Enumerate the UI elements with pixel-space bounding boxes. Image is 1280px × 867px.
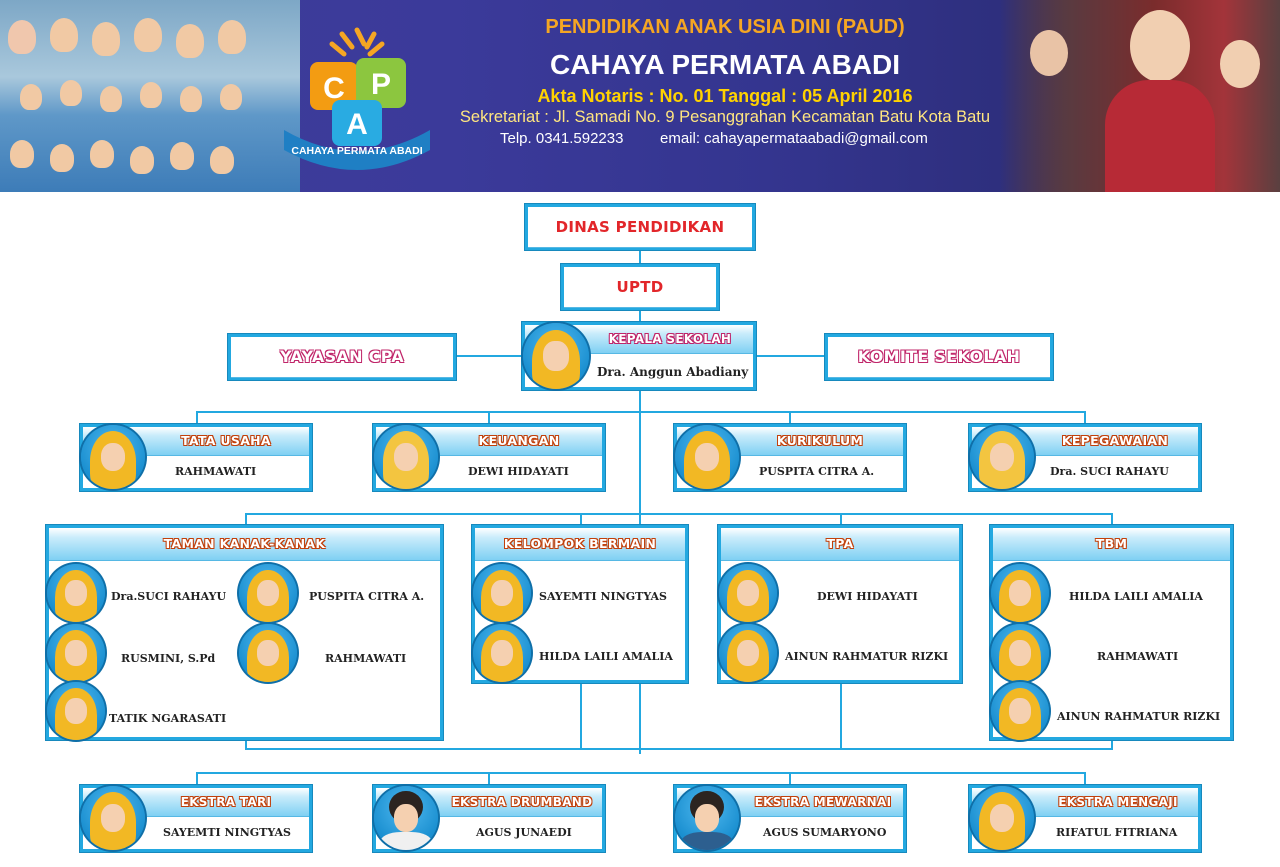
- kb-avatar: [473, 624, 531, 682]
- unit-title-tpa: TPA: [826, 536, 854, 551]
- tbm-avatar: [991, 624, 1049, 682]
- kepala-avatar: [523, 323, 589, 389]
- yayasan-box: [227, 333, 457, 381]
- ekstra-box-drumband: [372, 784, 606, 853]
- children-photo-right: [1000, 0, 1280, 192]
- tbm-member: RAHMAWATI: [1097, 650, 1179, 663]
- tpa-member: DEWI HIDAYATI: [817, 590, 918, 603]
- komite-label: KOMITE SEKOLAH: [857, 347, 1021, 366]
- staff-title: KEPEGAWAIAN: [1061, 433, 1169, 448]
- logo-letter-c: C: [323, 72, 345, 105]
- logo-ribbon-text: CAHAYA PERMATA ABADI: [291, 145, 423, 157]
- tk-member: PUSPITA CITRA A.: [309, 590, 425, 603]
- tbm-avatar: [991, 564, 1049, 622]
- staff-name: DEWI HIDAYATI: [468, 465, 569, 478]
- ekstra-avatar: [675, 786, 739, 850]
- tk-avatar: [47, 682, 105, 740]
- kepala-name: Dra. Anggun Abadiany: [597, 365, 749, 379]
- staff-name: Dra. SUCI RAHAYU: [1050, 465, 1169, 478]
- logo-letter-p: P: [370, 68, 392, 101]
- kb-member: SAYEMTI NINGTYAS: [539, 590, 667, 603]
- dinas-box: [524, 203, 756, 251]
- tbm-member: HILDA LAILI AMALIA: [1069, 590, 1203, 603]
- tk-member: TATIK NGARASATI: [109, 712, 227, 725]
- staff-avatar: [675, 425, 739, 489]
- tk-avatar: [239, 564, 297, 622]
- staff-avatar: [81, 425, 145, 489]
- header-akta: Akta Notaris : No. 01 Tanggal : 05 April 2016: [537, 86, 913, 106]
- ekstra-title: EKSTRA MENGAJI: [1058, 795, 1178, 809]
- tk-member: RAHMAWATI: [325, 652, 407, 665]
- unit-box-tk: [45, 524, 444, 741]
- staff-avatar: [970, 425, 1034, 489]
- kepala-sekolah-box: [521, 321, 757, 391]
- dinas-label: DINAS PENDIDIKAN: [555, 218, 725, 236]
- tk-member: Dra.SUCI RAHAYU: [111, 590, 227, 603]
- komite-box: [824, 333, 1054, 381]
- unit-box-kelompok-bermain: [471, 524, 689, 684]
- unit-title-tbm: TBM: [1095, 536, 1128, 551]
- tpa-member: AINUN RAHMATUR RIZKI: [785, 650, 949, 663]
- unit-title-kb: KELOMPOK BERMAIN: [503, 536, 657, 551]
- tbm-member: AINUN RAHMATUR RIZKI: [1057, 710, 1221, 723]
- staff-box-tata-usaha: [79, 423, 313, 492]
- tk-avatar: [47, 564, 105, 622]
- tbm-avatar: [991, 682, 1049, 740]
- uptd-label: UPTD: [616, 278, 664, 296]
- ekstra-title: EKSTRA MEWARNAI: [754, 795, 892, 809]
- ekstra-box-mewarnai: [673, 784, 907, 853]
- group-photo-left: [0, 0, 300, 192]
- header-school-name: CAHAYA PERMATA ABADI: [549, 49, 901, 80]
- staff-name: PUSPITA CITRA A.: [759, 465, 875, 478]
- staff-title: KURIKULUM: [776, 433, 864, 448]
- staff-avatar: [374, 425, 438, 489]
- ekstra-avatar: [81, 786, 145, 850]
- header-line1: PENDIDIKAN ANAK USIA DINI (PAUD): [545, 16, 905, 38]
- ekstra-name: SAYEMTI NINGTYAS: [163, 826, 291, 839]
- tpa-avatar: [719, 564, 777, 622]
- header-banner: [0, 0, 1280, 192]
- header-phone: Telp. 0341.592233: [500, 130, 624, 147]
- staff-name: RAHMAWATI: [175, 465, 257, 478]
- ekstra-avatar: [970, 786, 1034, 850]
- kb-member: HILDA LAILI AMALIA: [539, 650, 673, 663]
- tpa-avatar: [719, 624, 777, 682]
- staff-title: TATA USAHA: [181, 433, 271, 448]
- unit-box-tpa: [717, 524, 963, 684]
- staff-box-keuangan: [372, 423, 606, 492]
- ekstra-title: EKSTRA TARI: [180, 795, 272, 809]
- unit-title-tk: TAMAN KANAK-KANAK: [163, 536, 326, 551]
- ekstra-name: AGUS JUNAEDI: [476, 826, 572, 839]
- header-email: email: cahayapermataabadi@gmail.com: [660, 130, 928, 147]
- ekstra-title: EKSTRA DRUMBAND: [451, 795, 593, 809]
- tk-member: RUSMINI, S.Pd: [121, 652, 216, 665]
- logo-letter-a: A: [346, 108, 368, 141]
- ekstra-box-tari: [79, 784, 313, 853]
- staff-box-kurikulum: [673, 423, 907, 492]
- kepala-title: KEPALA SEKOLAH: [608, 332, 732, 346]
- ekstra-box-mengaji: [968, 784, 1202, 853]
- cpa-logo: [282, 22, 432, 172]
- unit-box-tbm: [989, 524, 1234, 741]
- ekstra-name: AGUS SUMARYONO: [763, 826, 887, 839]
- staff-title: KEUANGAN: [478, 433, 560, 448]
- tk-avatar: [47, 624, 105, 682]
- ekstra-name: RIFATUL FITRIANA: [1056, 826, 1178, 839]
- staff-box-kepegawaian: [968, 423, 1202, 492]
- yayasan-label: YAYASAN CPA: [280, 347, 404, 366]
- kb-avatar: [473, 564, 531, 622]
- ekstra-avatar: [374, 786, 438, 850]
- header-address: Sekretariat : Jl. Samadi No. 9 Pesanggrahan Kecamatan Batu Kota Batu: [459, 108, 991, 126]
- tk-avatar: [239, 624, 297, 682]
- uptd-box: [560, 263, 720, 311]
